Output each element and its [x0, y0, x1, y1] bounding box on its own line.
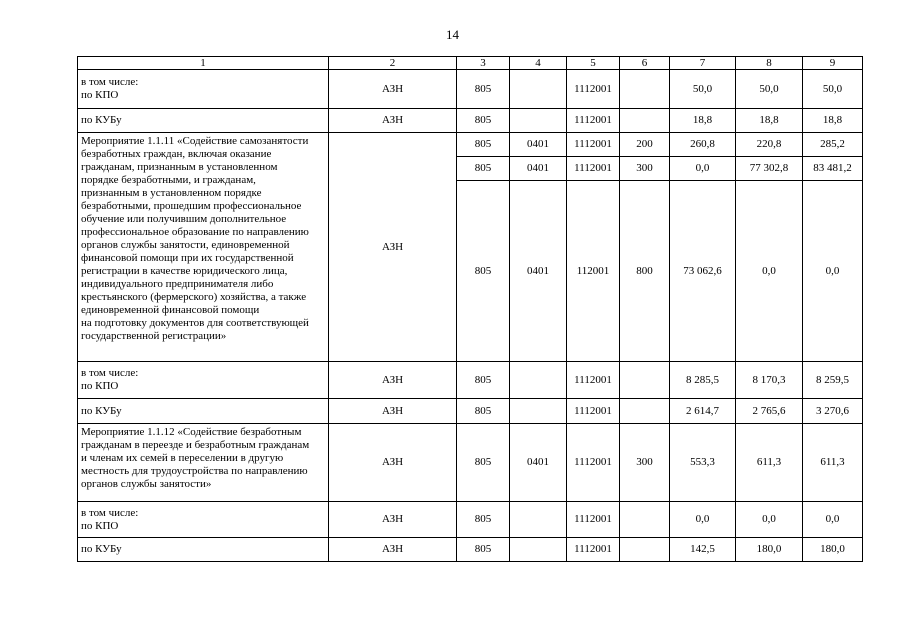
executor-cell: АЗН: [329, 538, 457, 562]
row-name-line: обучение или получившим дополнительное: [81, 213, 287, 225]
row-name-line: признанным в установленном порядке: [81, 187, 262, 199]
cell-c7: 142,5: [670, 538, 736, 562]
header-row: [78, 57, 863, 70]
row-name-line: и членам их семей в переселении в другую: [81, 452, 284, 464]
page-number: 14: [446, 27, 459, 42]
header-cell: 6: [620, 57, 670, 70]
table-row: [78, 362, 863, 399]
cell-c5: 112001: [567, 181, 620, 362]
row-name-line: безработных граждан, включая оказание: [81, 148, 272, 160]
row-name-cell: [78, 399, 329, 424]
cell-c8: 611,3: [736, 424, 803, 502]
cell-c3: 805: [457, 157, 510, 181]
cell-c4: 0401: [510, 424, 567, 502]
executor-cell: АЗН: [329, 502, 457, 538]
cell-c9: 611,3: [803, 424, 863, 502]
table-row: [78, 424, 863, 502]
cell-c4: [510, 109, 567, 133]
row-name-line: по КПО: [81, 380, 119, 392]
cell-c5: 1112001: [567, 399, 620, 424]
table-row: [78, 133, 863, 157]
cell-c7: 2 614,7: [670, 399, 736, 424]
cell-c3: 805: [457, 399, 510, 424]
cell-c7: 553,3: [670, 424, 736, 502]
cell-c6: 300: [620, 424, 670, 502]
row-name-line: гражданам, признанным в установленном: [81, 161, 278, 173]
row-name-line: безработными, прошедшим профессиональное: [81, 200, 302, 212]
executor-cell: АЗН: [329, 399, 457, 424]
header-cell: 5: [567, 57, 620, 70]
executor-cell: АЗН: [329, 109, 457, 133]
row-name-line: финансовой помощи при их государственной: [81, 252, 294, 264]
header-cell: 9: [803, 57, 863, 70]
row-name-cell: [78, 538, 329, 562]
cell-c8: 180,0: [736, 538, 803, 562]
cell-c3: 805: [457, 538, 510, 562]
cell-c6: [620, 502, 670, 538]
cell-c8: 0,0: [736, 181, 803, 362]
row-name-line: на подготовку документов для соответствующей: [81, 317, 309, 329]
row-name-line: государственной регистрации»: [81, 330, 227, 342]
header-cell: 8: [736, 57, 803, 70]
cell-c8: 18,8: [736, 109, 803, 133]
cell-c6: 200: [620, 133, 670, 157]
row-name-line: единовременной финансовой помощи: [81, 304, 260, 316]
header-cell: 2: [329, 57, 457, 70]
executor-cell: АЗН: [329, 133, 457, 362]
row-name-cell: [78, 502, 329, 538]
row-name-line: крестьянского (фермерского) хозяйства, а также: [81, 291, 307, 303]
cell-c8: 77 302,8: [736, 157, 803, 181]
executor-cell: АЗН: [329, 362, 457, 399]
cell-c5: 1112001: [567, 133, 620, 157]
row-name-line: гражданам в переезде и безработным гражданам: [81, 439, 310, 451]
executor-cell: АЗН: [329, 424, 457, 502]
row-name-line: по КПО: [81, 519, 119, 532]
cell-c3: 805: [457, 70, 510, 109]
cell-c9: 285,2: [803, 133, 863, 157]
row-name-line: в том числе:: [81, 367, 139, 379]
row-name-line: индивидуального предпринимателя либо: [81, 278, 274, 290]
cell-c4: [510, 538, 567, 562]
cell-c8: 8 170,3: [736, 362, 803, 399]
header-cell: 4: [510, 57, 567, 70]
row-name-cell: [78, 70, 329, 109]
cell-c4: [510, 399, 567, 424]
cell-c8: 2 765,6: [736, 399, 803, 424]
cell-c3: 805: [457, 181, 510, 362]
cell-c7: 260,8: [670, 133, 736, 157]
measure-1-1-11-name: [78, 133, 329, 362]
row-name-line: по КПО: [81, 89, 119, 101]
row-name-line: Мероприятие 1.1.11 «Содействие самозанятости: [81, 135, 309, 147]
row-name-line: местность для трудоустройства по направлению: [81, 465, 308, 477]
cell-c3: 805: [457, 424, 510, 502]
cell-c5: 1112001: [567, 424, 620, 502]
row-name-line: регистрации в качестве юридического лица,: [81, 265, 288, 277]
row-name-line: по КУБу: [81, 543, 122, 555]
cell-c7: 50,0: [670, 70, 736, 109]
row-name-line: профессиональное образование по направлению: [81, 226, 309, 238]
cell-c6: [620, 109, 670, 133]
cell-c6: [620, 362, 670, 399]
cell-c9: 0,0: [803, 502, 863, 538]
row-name-line: в том числе:: [81, 506, 139, 519]
cell-c6: 300: [620, 157, 670, 181]
budget-table: [77, 56, 863, 562]
table-row: [78, 109, 863, 133]
row-name-cell: [78, 109, 329, 133]
cell-c9: 18,8: [803, 109, 863, 133]
row-name-line: порядке безработными, и гражданам,: [81, 174, 256, 186]
header-cell: 1: [78, 57, 329, 70]
row-name-line: органов службы занятости»: [81, 478, 212, 490]
cell-c7: 8 285,5: [670, 362, 736, 399]
cell-c9: 83 481,2: [803, 157, 863, 181]
cell-c8: 0,0: [736, 502, 803, 538]
cell-c5: 1112001: [567, 362, 620, 399]
cell-c3: 805: [457, 502, 510, 538]
row-name-cell: [78, 362, 329, 399]
cell-c7: 0,0: [670, 502, 736, 538]
table-row: [78, 70, 863, 109]
cell-c4: 0401: [510, 133, 567, 157]
header-cell: 3: [457, 57, 510, 70]
cell-c4: [510, 70, 567, 109]
cell-c9: 3 270,6: [803, 399, 863, 424]
measure-1-1-12-name: [78, 424, 329, 502]
cell-c4: [510, 502, 567, 538]
cell-c3: 805: [457, 109, 510, 133]
cell-c9: 8 259,5: [803, 362, 863, 399]
row-name-line: органов службы занятости, единовременной: [81, 239, 290, 251]
cell-c4: 0401: [510, 181, 567, 362]
cell-c7: 18,8: [670, 109, 736, 133]
cell-c6: [620, 538, 670, 562]
cell-c4: 0401: [510, 157, 567, 181]
cell-c6: [620, 70, 670, 109]
cell-c9: 50,0: [803, 70, 863, 109]
row-name-line: Мероприятие 1.1.12 «Содействие безработным: [81, 426, 302, 438]
cell-c3: 805: [457, 133, 510, 157]
cell-c8: 220,8: [736, 133, 803, 157]
cell-c7: 0,0: [670, 157, 736, 181]
cell-c9: 180,0: [803, 538, 863, 562]
row-name-line: в том числе:: [81, 76, 139, 88]
table-row: [78, 538, 863, 562]
cell-c5: 1112001: [567, 502, 620, 538]
cell-c8: 50,0: [736, 70, 803, 109]
cell-c5: 1112001: [567, 70, 620, 109]
cell-c4: [510, 362, 567, 399]
cell-c5: 1112001: [567, 109, 620, 133]
table-row: [78, 502, 863, 538]
cell-c7: 73 062,6: [670, 181, 736, 362]
executor-cell: АЗН: [329, 70, 457, 109]
row-name-line: по КУБу: [81, 404, 122, 417]
cell-c6: 800: [620, 181, 670, 362]
cell-c3: 805: [457, 362, 510, 399]
row-name-line: по КУБу: [81, 114, 122, 126]
cell-c9: 0,0: [803, 181, 863, 362]
header-cell: 7: [670, 57, 736, 70]
cell-c5: 1112001: [567, 538, 620, 562]
table-row: [78, 399, 863, 424]
cell-c6: [620, 399, 670, 424]
cell-c5: 1112001: [567, 157, 620, 181]
